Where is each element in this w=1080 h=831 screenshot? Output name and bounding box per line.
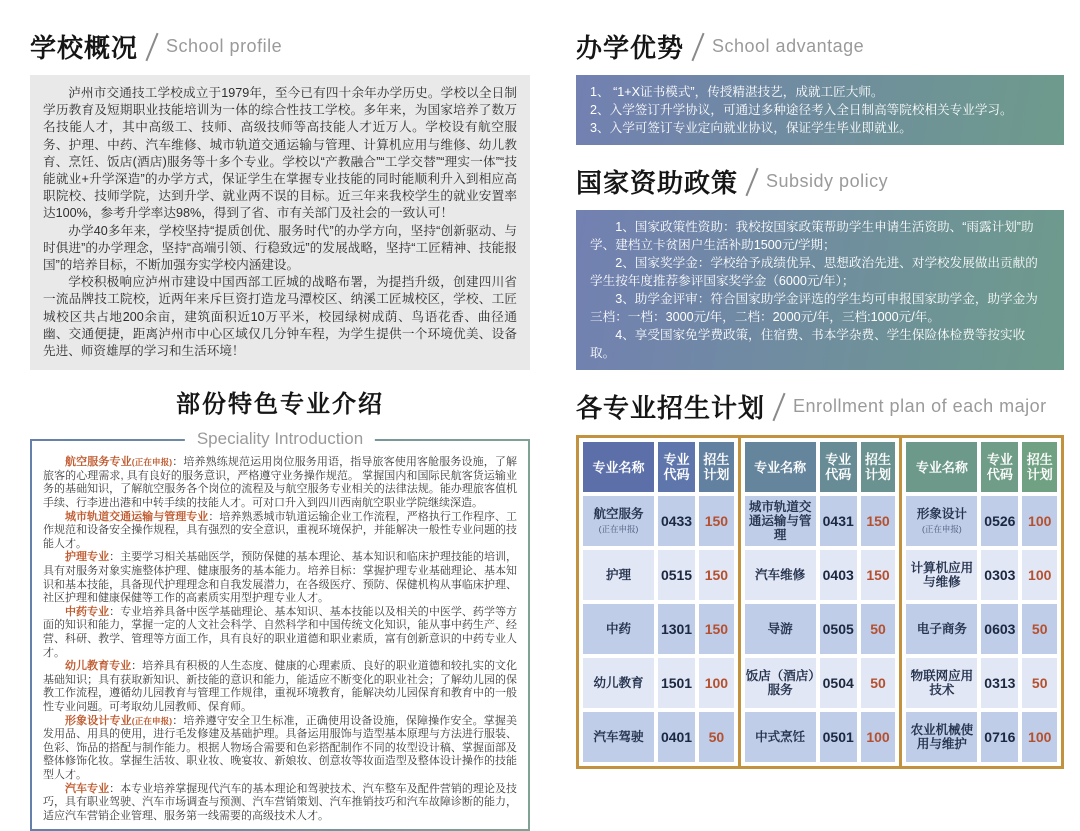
enrollment-plan-text: 50 (708, 729, 725, 745)
enrollment-table-group (579, 438, 738, 766)
subsidy-item: 4、享受国家免学费政策，住宿费、书本学杂费、学生保险体检费等按实收取。 (590, 328, 1026, 360)
major-name: 形象设计专业 (65, 714, 132, 727)
enrollment-plan-cell (1022, 604, 1057, 654)
major-paragraph (43, 783, 517, 824)
enrollment-plan-cell (699, 712, 734, 762)
major-code-text: 0716 (984, 729, 1016, 745)
major-code-text: 0504 (822, 675, 854, 691)
table-header-cell: 专业名称 (583, 442, 654, 492)
major-paragraph (43, 660, 517, 714)
major-code-cell (820, 496, 857, 546)
profile-paragraph: 办学40多年来，学校坚持“提质创优、服务时代”的办学方向，坚持“创新驱动、与时俱进”的办学理念，坚持“高端引领、行稳致远”的发展战略，坚持“工匠精神、技能报国”的培养目标，不断加强夯实学校内涵建设。 (43, 223, 517, 273)
major-name-text: 护理 (605, 568, 631, 582)
slash-divider-icon (145, 32, 158, 61)
enrollment-plan-text: 100 (704, 675, 729, 691)
profile-paragraph: 泸州市交通技工学校成立于1979年，至今已有四十余年办学历史。学校以全日制学历教育及短期职业技能培训为一体的综合性技工学校。多年来，为国家培养了数万名技能人才，其中高级工、技师、高级技师等高技能人才近万人。学校设有航空服务、护理、中药、汽车维修、城市轨道交通运输与管理、计算机应用与维修、幼儿教育、烹饪、饭店(酒店)服务等十多个专业。学校以“产教融合”“工学交替”“理实一体”“技能就业+升学深造”的办学方式，保证学生在掌握专业技能的同时能顺利升入到相应高职院校、技师学院，达到升学、就业两不误的目标。近三年来我校学生的就业安置率达100%，参考升学率达98%，得到了省、市有关部门及社会的一致认可！ (43, 86, 517, 221)
advantage-item: 2、入学签订升学协议，可通过多种途径考入全日制高等院校相关专业学习。 (590, 103, 1013, 117)
right-column (576, 24, 1064, 751)
subsidy-item: 1、国家政策性资助：我校按国家政策帮助学生申请生活资助、“雨露计划”助学、建档立卡贫困户生活补助1500元/学期； (590, 220, 1034, 252)
table-header-cell: 专业代码 (658, 442, 695, 492)
school-profile-title (30, 28, 530, 65)
major-code-cell (820, 712, 857, 762)
table-header-cell: 专业代码 (820, 442, 857, 492)
advantage-item: 3、入学可签订专业定向就业协议，保证学生毕业即就业。 (590, 121, 912, 135)
subsidy-box (576, 210, 1064, 370)
school-profile-title-cn: 学校概况 (30, 33, 139, 63)
major-name-text: 城市轨道交通运输与管理 (748, 500, 812, 542)
major-code-cell (981, 604, 1018, 654)
major-code-cell (820, 550, 857, 600)
major-name-cell (583, 550, 654, 600)
major-code-cell (658, 550, 695, 600)
table-header-cell: 专业名称 (745, 442, 816, 492)
enrollment-title-cn: 各专业招生计划 (576, 393, 766, 423)
enrollment-plan-cell (861, 712, 896, 762)
table-header-cell: 专业代码 (981, 442, 1018, 492)
major-name-cell (906, 658, 977, 708)
enrollment-table-group (902, 438, 1061, 766)
enrollment-plan-cell (1022, 712, 1057, 762)
enrollment-plan-cell (1022, 550, 1057, 600)
enrollment-plan-text: 150 (866, 513, 890, 529)
major-name-text: 汽车维修 (755, 568, 806, 582)
major-pending-tag: (正在申报) (598, 524, 639, 534)
major-pending-tag: (正在申报) (131, 715, 173, 726)
major-code-cell (981, 712, 1018, 762)
slash-divider-icon (772, 392, 785, 421)
major-name-text: 中药 (605, 622, 631, 636)
major-code-cell (820, 658, 857, 708)
major-code-text: 0431 (822, 513, 854, 529)
major-description: ：培养熟悉城市轨道运输企业工作流程，严格执行工作程序、工作规范和设备安全操作规程，具有强烈的安全意识，重视环境保护，并能解决一般性专业问题的技能人才。 (43, 510, 518, 550)
major-code-text: 0603 (984, 621, 1016, 637)
major-name-text: 农业机械使用与维护 (910, 723, 974, 751)
major-code-text: 0401 (660, 729, 693, 745)
major-name-cell (745, 712, 816, 762)
major-code-cell (658, 712, 695, 762)
major-paragraph (43, 456, 517, 510)
major-paragraph (43, 511, 517, 552)
major-code-text: 0403 (822, 567, 854, 583)
major-code-text: 0313 (984, 675, 1016, 691)
major-code-text: 0303 (984, 567, 1016, 583)
major-code-cell (981, 658, 1018, 708)
subsidy-title (576, 163, 1064, 200)
table-header-cell: 招生计划 (1022, 442, 1057, 492)
major-name-text: 形象设计 (916, 507, 967, 521)
major-name-text: 航空服务 (593, 507, 644, 521)
table-header-cell: 招生计划 (699, 442, 734, 492)
major-name-cell (745, 496, 816, 546)
major-name-cell (583, 658, 654, 708)
speciality-box (30, 429, 530, 831)
major-code-text: 1301 (660, 621, 693, 637)
enrollment-table-group (741, 438, 900, 766)
enrollment-plan-text: 100 (1028, 567, 1052, 583)
enrollment-plan-text: 150 (704, 621, 729, 637)
enrollment-plan-cell (861, 658, 896, 708)
major-code-cell (658, 496, 695, 546)
enrollment-plan-text: 150 (704, 513, 729, 529)
major-code-cell (820, 604, 857, 654)
major-code-cell (658, 604, 695, 654)
major-name-cell (583, 496, 654, 546)
major-code-cell (981, 550, 1018, 600)
major-name: 护理专业 (65, 551, 110, 564)
major-description: ：专业培养具备中医学基础理论、基本知识、基本技能以及相关的中医学、药学等方面的知识和能力，掌握一定的人文社会科学、自然科学和中国传统文化知识，能从事中药生产、经营、科研、教学、管理等方面工作，具有良好的职业道德和职业素质，富有创新意识的中药专业人才。 (43, 605, 518, 659)
advantage-title (576, 28, 1064, 65)
major-name-cell (745, 550, 816, 600)
enrollment-plan-text: 50 (1031, 621, 1048, 637)
subsidy-item: 2、国家奖学金：学校给予成绩优异、思想政治先进、对学校发展做出贡献的学生按年度推荐参评国家奖学金（6000元/年）； (590, 256, 1038, 288)
enrollment-plan-text: 50 (870, 675, 886, 691)
enrollment-plan-text: 150 (704, 567, 729, 583)
major-name: 城市轨道交通运输与管理专业 (65, 510, 209, 523)
major-code-text: 0515 (660, 567, 693, 583)
major-code-text: 0501 (822, 729, 854, 745)
major-name: 航空服务专业 (65, 456, 132, 469)
major-name-cell (583, 604, 654, 654)
major-name-cell (906, 496, 977, 546)
subsidy-title-en: Subsidy policy (766, 171, 889, 191)
major-name-cell (906, 712, 977, 762)
major-code-cell (981, 496, 1018, 546)
major-name-cell (906, 604, 977, 654)
major-paragraph (43, 551, 517, 605)
table-header-cell: 专业名称 (906, 442, 977, 492)
enrollment-title-en: Enrollment plan of each major (793, 396, 1047, 416)
school-profile-title-en: School profile (166, 36, 283, 56)
subsidy-title-cn: 国家资助政策 (576, 168, 739, 198)
enrollment-plan-cell (1022, 496, 1057, 546)
major-pending-tag: (正在申报) (131, 457, 173, 468)
table-header-cell: 招生计划 (861, 442, 896, 492)
major-description: ：培养熟练规范运用岗位服务用语，指导旅客使用客舱服务设施，了解旅客的心理需求, 具有良好的服务意识，严格遵守业务操作规范。 掌握国内和国际民航客货运输业务的基础知识，了解航空服务各个岗位的流程及与航空服务专业相关的法律法规。能办理旅客值机手续、行李进出港和中转手续的技能人才。可对口升入到四川西南航空职业学院继续深造。 (43, 456, 517, 510)
enrollment-plan-text: 50 (1031, 675, 1048, 691)
major-name: 中药专业 (65, 605, 110, 618)
major-name-cell (745, 604, 816, 654)
enrollment-plan-cell (861, 550, 896, 600)
enrollment-plan-text: 100 (1028, 513, 1052, 529)
enrollment-plan-cell (699, 658, 734, 708)
advantage-item: 1、 “1+X证书模式”，传授精湛技艺，成就工匠大师。 (590, 85, 884, 99)
advantage-box (576, 75, 1064, 145)
major-paragraph (43, 606, 517, 660)
major-description: ：本专业培养掌握现代汽车的基本理论和驾驶技术、汽车整车及配件营销的理论及技巧，具有职业驾驶、汽车市场调查与预测、汽车营销策划、汽车推销技巧和汽车故障诊断的能力，适应汽车营销企业管理、服务第一线需要的高级技术人才。 (43, 782, 518, 822)
advantage-title-en: School advantage (712, 36, 865, 56)
enrollment-title (576, 388, 1064, 425)
enrollment-plan-cell (1022, 658, 1057, 708)
major-code-text: 0526 (984, 513, 1016, 529)
major-code-text: 0505 (822, 621, 854, 637)
enrollment-plan-text: 100 (1028, 729, 1052, 745)
enrollment-plan-cell (699, 604, 734, 654)
advantage-title-cn: 办学优势 (576, 33, 685, 63)
speciality-subtitle: Speciality Introduction (185, 429, 375, 449)
major-name-cell (906, 550, 977, 600)
major-name: 汽车专业 (65, 782, 110, 795)
major-description: ：主要学习相关基础医学，预防保健的基本理论、基本知识和临床护理技能的培训，具有对服务对象实施整体护理、健康服务的基本能力。培养目标：掌握护理专业基础理论、基本知识和基本技能，具备现代护理理念和自我发展潜力，在各级医疗、预防、保健机构从事临床护理、社区护理和健康保健等工作的高素质实用型护理专业人才。 (43, 551, 518, 605)
major-name-text: 幼儿教育 (593, 676, 644, 690)
major-name-text: 导游 (767, 622, 793, 636)
subsidy-item: 3、助学金评审：符合国家助学金评选的学生均可申报国家助学金，助学金为三档：一档：3000元/年，二档：2000元/年，三档:1000元/年。 (590, 292, 1038, 324)
major-name-text: 中式烹饪 (755, 730, 806, 744)
major-name-text: 饭店（酒店）服务 (745, 669, 815, 697)
major-code-text: 0433 (660, 513, 693, 529)
major-code-text: 1501 (660, 675, 693, 691)
major-name-text: 计算机应用与维修 (910, 561, 974, 589)
major-name-text: 物联网应用技术 (910, 669, 974, 697)
enrollment-plan-cell (861, 496, 896, 546)
slash-divider-icon (691, 32, 704, 61)
enrollment-plan-text: 50 (870, 621, 886, 637)
enrollment-plan-cell (699, 496, 734, 546)
major-pending-tag: (正在申报) (921, 524, 962, 534)
enrollment-plan-cell (699, 550, 734, 600)
major-name-cell (583, 712, 654, 762)
enrollment-plan-text: 150 (866, 567, 890, 583)
enrollment-plan-cell (861, 604, 896, 654)
major-name: 幼儿教育专业 (65, 660, 132, 673)
left-column (30, 24, 530, 822)
enrollment-plan-text: 100 (866, 729, 890, 745)
speciality-title: 部份特色专业介绍 (176, 391, 384, 419)
enrollment-table (576, 435, 1064, 769)
major-name-cell (745, 658, 816, 708)
major-description: ：培养具有积极的人生态度、健康的心理素质、良好的职业道德和较扎实的文化基础知识；具有获取新知识、新技能的意识和能力，能适应不断变化的职业社会；了解幼儿园的保教工作流程，遵循幼儿园教育与管理工作规律，重视环境教育，能解决幼儿园保育和教育中的一般性专业问题。可考取幼儿园教师、保育师。 (43, 660, 518, 713)
major-description: ：培养遵守安全卫生标准，正确使用设备设施，保障操作安全。掌握美发用品、用具的使用，进行毛发修建及基础护理。具备运用服饰与造型基本原理与方法进行服装、色彩、饰品的搭配与制作能力。根据人物场合需要和色彩搭配制作不同的妆型设计稿、掌握面部及整体修饰化妆。掌握生活妆、职业妆、晚宴妆、新娘妆、创意妆等妆面造型及整体设计操作的技能型人才。 (43, 714, 517, 781)
school-profile-box (30, 75, 530, 370)
major-paragraph (43, 715, 517, 783)
major-code-cell (658, 658, 695, 708)
profile-paragraph: 学校积极响应泸州市建设中国西部工匠城的战略布署，为提挡升级，创建四川省一流品牌技工院校，近两年来斥巨资打造龙马潭校区、纳溪工匠城校区，学校、工匠城校区共占地200余亩，建筑面积近10万平米，校园绿树成荫、鸟语花香、曲径通幽、交通便捷，距离泸州市中心区域仅几分钟车程，为学生提供一个环境优美、设备先进、师资雄厚的学习和生活环境！ (43, 275, 517, 359)
slash-divider-icon (745, 167, 758, 196)
major-name-text: 电子商务 (916, 622, 967, 636)
major-name-text: 汽车驾驶 (593, 730, 644, 744)
